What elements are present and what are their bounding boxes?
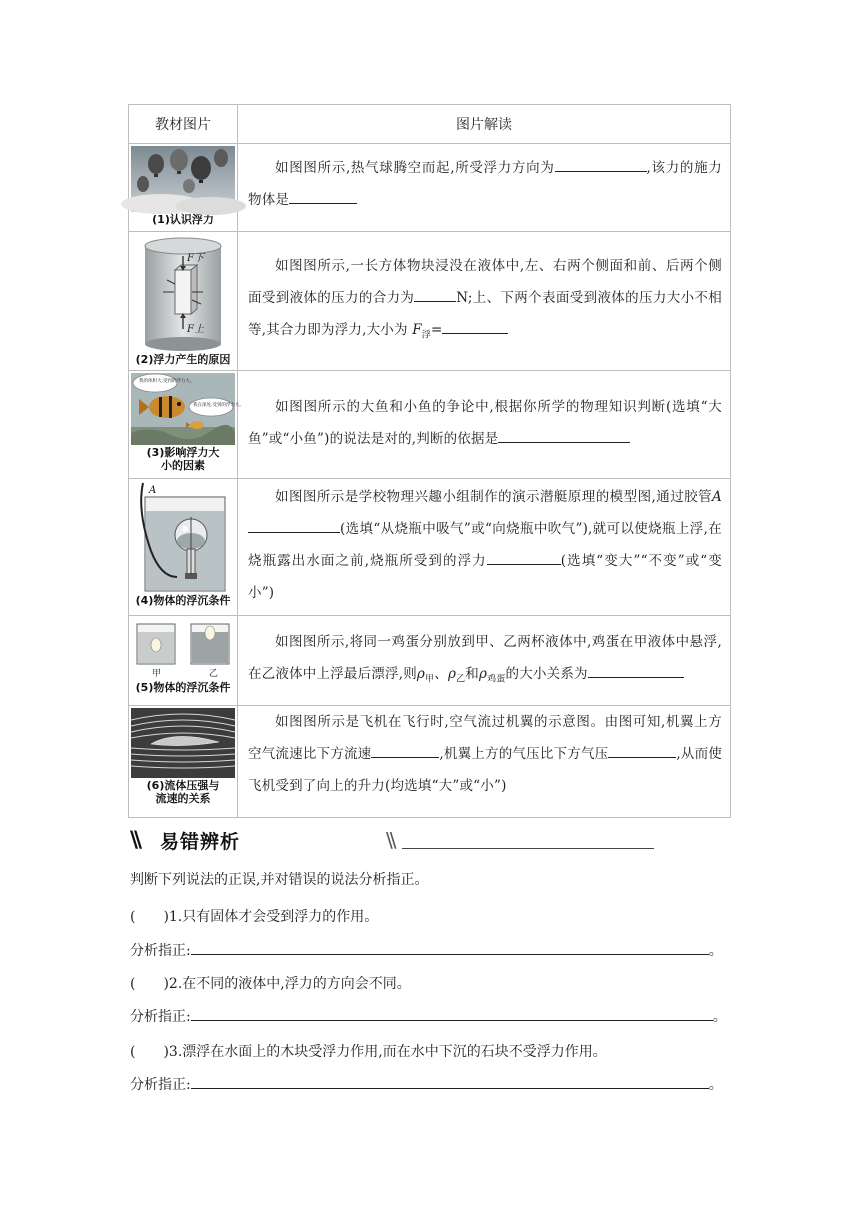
row-text: ,机翼上方的气压比下方气压 xyxy=(439,746,609,762)
answer-blank[interactable] xyxy=(608,741,676,758)
figure-caption: (5)物体的浮沉条件 xyxy=(135,681,231,694)
force-up-label: F上 xyxy=(187,324,204,335)
answer-blank[interactable] xyxy=(498,426,630,443)
answer-blank[interactable] xyxy=(588,661,684,678)
row-text: 如图图所示的大鱼和小鱼的争论中,根据你所学的物理知识判断(选填“大鱼”或“小鱼”)的说法是对的,判断的依据是 xyxy=(248,399,722,447)
density-subscript: 鸡蛋 xyxy=(487,674,506,685)
density-symbol: ρ xyxy=(479,666,488,682)
judgment-paren: ( xyxy=(130,976,136,992)
row-text: N;上、下两个表面受到液体的压力大小不相等,其合力即为浮力,大小为 xyxy=(248,290,722,338)
section-header xyxy=(130,824,530,854)
density-subscript: 甲 xyxy=(425,674,435,685)
eggs-in-two-cups-image xyxy=(131,618,235,680)
row-text: 如图图所示,将同一鸡蛋分别放到甲、乙两杯液体中,鸡蛋在甲液体中悬浮,在乙液体中上浮最后漂浮,则 xyxy=(248,634,722,682)
big-fish-small-fish-image xyxy=(131,373,244,445)
airflow-over-wing-image xyxy=(131,708,235,778)
table-row xyxy=(129,371,731,479)
figure-cell xyxy=(129,371,244,479)
analysis-row xyxy=(130,940,723,961)
figure-caption xyxy=(129,778,237,808)
section-title: 易错辨析 xyxy=(160,831,241,853)
judgment-paren: ( xyxy=(130,909,136,925)
table-row xyxy=(129,144,731,232)
figure-caption-line: 流速的关系 xyxy=(155,792,211,805)
analysis-row xyxy=(130,1006,727,1027)
section-divider xyxy=(402,848,654,849)
judgment-box[interactable] xyxy=(135,1040,163,1056)
figure-cell xyxy=(129,616,238,706)
table-row xyxy=(129,232,731,371)
analysis-label: 分析指正: xyxy=(130,943,191,959)
interpretation-cell xyxy=(238,706,731,818)
row-text: 如图图所示,热气球腾空而起,所受浮力方向为 xyxy=(275,160,555,176)
interpretation-cell xyxy=(238,479,731,616)
figure-caption-line: (3)影响浮力大 xyxy=(146,446,220,459)
density-symbol: ρ xyxy=(416,666,426,682)
figure-caption-line: (6)流体压强与 xyxy=(146,779,220,792)
row-text: 的大小关系为 xyxy=(505,666,588,682)
figure-caption: (1)认识浮力 xyxy=(152,213,214,226)
figure-caption: (2)浮力产生的原因 xyxy=(135,353,231,366)
answer-blank[interactable] xyxy=(442,317,508,334)
cup-label-yi: 乙 xyxy=(209,669,219,679)
fish-speech-2: 我在深处,受到的浮力大。 xyxy=(193,403,244,408)
figure-cell xyxy=(129,479,238,616)
analysis-input[interactable] xyxy=(191,940,709,955)
analysis-row xyxy=(130,1074,723,1095)
force-down-label: F下 xyxy=(187,253,204,264)
row-text: (选填“变大”“不变”或“变小”) xyxy=(248,553,722,601)
interpretation-cell xyxy=(238,144,731,232)
row-text: (选填“从烧瓶中吸气”或“向烧瓶中吹气”),就可以使烧瓶上浮,在烧瓶露出水面之前,烧瓶所受到的浮力 xyxy=(248,521,722,569)
judgment-box[interactable] xyxy=(135,905,163,921)
row-text: 如图图所示,一长方体物块浸没在液体中,左、右两个侧面和前、后两个侧面受到液体的压力的合力为 xyxy=(248,258,722,306)
section-thin-slash-icon: \\ xyxy=(386,828,394,852)
analysis-input[interactable] xyxy=(191,1006,713,1021)
answer-blank[interactable] xyxy=(487,548,561,565)
hot-air-balloons-image xyxy=(131,146,235,212)
row-text: 如图图所示是飞机在飞行时,空气流过机翼的示意图。由图可知,机翼上方空气流速比下方流速 xyxy=(248,714,722,762)
textbook-figure-table xyxy=(128,104,731,818)
figure-cell xyxy=(129,144,238,232)
tube-symbol: A xyxy=(712,489,722,505)
force-symbol: F xyxy=(412,322,422,338)
judgment-statement: )1.只有固体才会受到浮力的作用。 xyxy=(163,909,379,925)
figure-caption-line: 小的因素 xyxy=(161,459,205,472)
answer-blank[interactable] xyxy=(555,155,647,172)
answer-blank[interactable] xyxy=(248,516,340,533)
force-subscript: 浮 xyxy=(421,330,431,341)
analysis-label: 分析指正: xyxy=(130,1077,191,1093)
judgment-item xyxy=(130,905,378,927)
table-header-row xyxy=(129,105,731,144)
section-slash-icon: \\ xyxy=(130,828,139,853)
judgment-item xyxy=(130,972,411,994)
header-textbook-image: 教材图片 xyxy=(129,105,238,144)
row-text: ,从而使飞机受到了向上的升力(均选填“大”或“小”) xyxy=(248,746,722,794)
row-text: = xyxy=(430,322,443,338)
analysis-period: 。 xyxy=(712,1009,727,1025)
answer-blank[interactable] xyxy=(289,187,357,204)
interpretation-cell xyxy=(238,371,731,479)
table-row xyxy=(129,616,731,706)
row-text: ,该力的施力物体是 xyxy=(248,160,722,208)
table-row xyxy=(129,706,731,818)
header-image-interpretation: 图片解读 xyxy=(238,105,731,144)
figure-caption xyxy=(129,445,237,475)
analysis-input[interactable] xyxy=(191,1074,709,1089)
analysis-period: 。 xyxy=(708,943,723,959)
judgment-box[interactable] xyxy=(135,972,163,988)
interpretation-cell xyxy=(238,232,731,371)
instruction: 判断下列说法的正误,并对错误的说法分析指正。 xyxy=(130,872,429,888)
tube-label: A xyxy=(149,485,157,496)
cup-label-jia: 甲 xyxy=(152,669,162,679)
answer-blank[interactable] xyxy=(371,741,439,758)
judgment-item xyxy=(130,1040,607,1062)
judgment-paren: ( xyxy=(130,1044,136,1060)
row-text: 、 xyxy=(434,666,448,682)
density-subscript: 乙 xyxy=(456,674,466,685)
judgment-statement: )2.在不同的液体中,浮力的方向会不同。 xyxy=(163,976,411,992)
row-text: 和 xyxy=(465,666,479,682)
density-symbol: ρ xyxy=(447,666,457,682)
figure-caption: (4)物体的浮沉条件 xyxy=(135,594,231,607)
judgment-statement: )3.漂浮在水面上的木块受浮力作用,而在水中下沉的石块不受浮力作用。 xyxy=(163,1044,607,1060)
row-text: 如图图所示是学校物理兴趣小组制作的演示潜艇原理的模型图,通过胶管 xyxy=(275,489,713,505)
figure-cell xyxy=(129,232,238,371)
analysis-label: 分析指正: xyxy=(130,1009,191,1025)
answer-blank[interactable] xyxy=(414,285,456,302)
analysis-period: 。 xyxy=(708,1077,723,1093)
figure-cell xyxy=(129,706,238,818)
interpretation-cell xyxy=(238,616,731,706)
fish-speech-1: 我的体积大,受到的浮力大。 xyxy=(139,379,195,384)
submarine-model-flask-image xyxy=(131,481,235,593)
table-row xyxy=(129,479,731,616)
submerged-block-image xyxy=(131,234,235,352)
